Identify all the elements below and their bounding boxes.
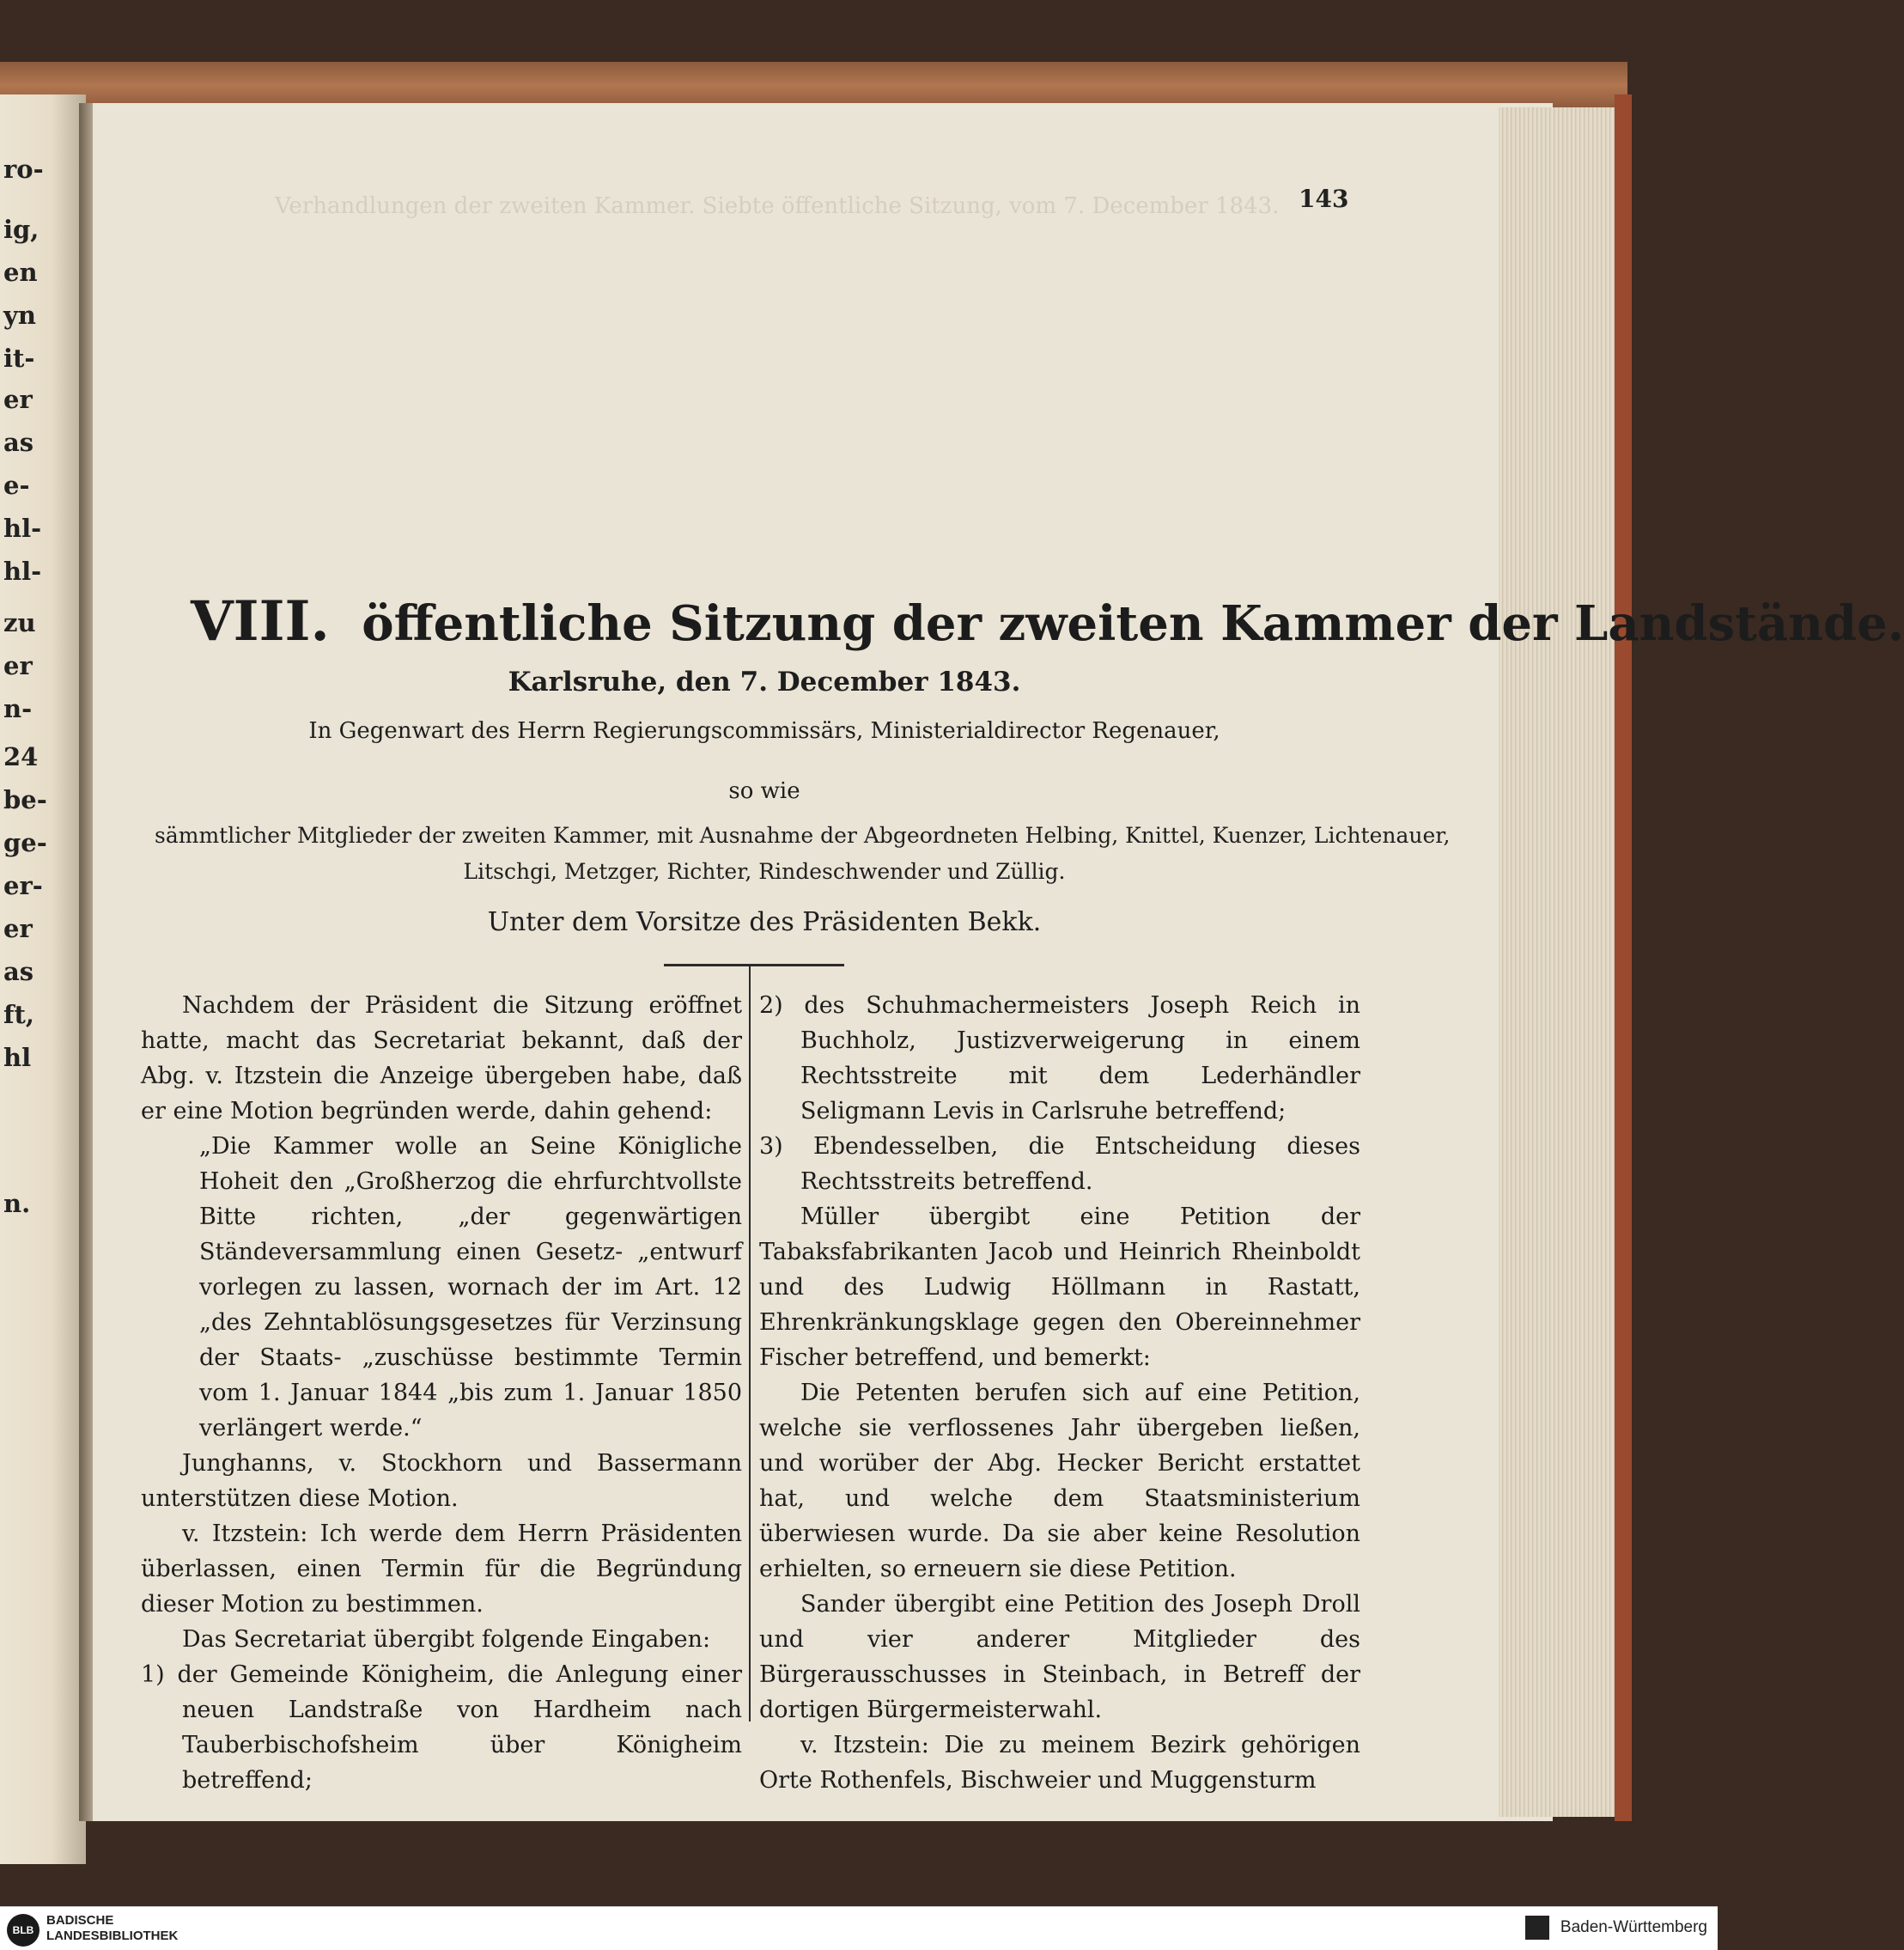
paragraph: Junghanns, v. Stockhorn und Bassermann unterstützen diese Motion. [141, 1450, 742, 1512]
left-page-fragment: ig, [3, 215, 40, 244]
state-logo-text: Baden-Württemberg [1560, 1918, 1707, 1937]
sowie-line: so wie [728, 778, 800, 804]
paragraph: Das Secretariat übergibt folgende Eingaben: [182, 1626, 711, 1653]
left-page-fragment: it- [3, 344, 35, 373]
page-number: 143 [1299, 185, 1349, 213]
left-page-fragment: hl- [3, 514, 42, 543]
section-divider [664, 964, 844, 966]
left-page-fragment: er [3, 914, 33, 943]
left-page-fragment: ro- [3, 155, 44, 184]
library-name-line-1: BADISCHE [46, 1913, 114, 1928]
left-page-fragment: e- [3, 471, 30, 500]
paragraph: Die Petenten berufen sich auf eine Petition, welche sie verflossenes Jahr übergeben ließen, und worüber der Abg. Hecker Bericht erstattet hat, und welche dem Staatsministerium überwiesen wurde. Da sie aber keine Resolution erhielten, so erneuern sie diese Petition. [759, 1380, 1360, 1582]
library-name-line-2: LANDESBIBLIOTHEK [46, 1929, 179, 1943]
library-logo[interactable]: BLB [7, 1914, 40, 1947]
paragraph: v. Itzstein: Die zu meinem Bezirk gehörigen Orte Rothenfels, Bischweier und Muggensturm [759, 1732, 1360, 1794]
date-line: Karlsruhe, den 7. December 1843. [508, 667, 1021, 698]
left-page-fragment: hl [3, 1043, 32, 1072]
session-title: öffentliche Sitzung der zweiten Kammer der Landstände. [362, 595, 1904, 652]
bleed-through-text: Verhandlungen der zweiten Kammer. Siebte öffentliche Sitzung, vom 7. December 1843. [275, 193, 1280, 219]
presence-line: In Gegenwart des Herrn Regierungscommissärs, Ministerialdirector Regenauer, [308, 718, 1220, 744]
footer-bar [0, 1906, 1718, 1950]
motion-quote: „Die Kammer wolle an Seine Königliche Hoheit den „Großherzog die ehrfurchtvollste Bitte richten, „der gegenwärtigen Ständeversammlung einen Gesetz- „entwurf vorlegen zu lassen, wornach der im Art. 12 „des Zehntablösungsgesetzes für Verzinsung der Staats- „zuschüsse bestimmte Termin vom 1. Januar 1844 „bis zum 1. Januar 1850 verlängert werde.“ [199, 1133, 742, 1441]
library-name[interactable] [46, 1913, 178, 1944]
session-numeral: VIII. [191, 589, 330, 654]
left-page-fragment: zu [3, 608, 36, 637]
left-page-fragment: 24 [3, 742, 39, 771]
list-item: 2) des Schuhmachermeisters Joseph Reich in Buchholz, Justizverweigerung in einem Rechtsstreite mit dem Lederhändler Seligmann Levis in Carlsruhe betreffend; [759, 992, 1360, 1124]
left-page-fragment: en [3, 258, 38, 287]
page-title [191, 589, 1904, 654]
book-cover-edge [1615, 94, 1632, 1821]
chair-line: Unter dem Vorsitze des Präsidenten Bekk. [487, 907, 1042, 937]
left-page-fragment: er [3, 385, 33, 414]
left-page-fragment: n. [3, 1189, 31, 1218]
left-page-fragment: hl- [3, 557, 42, 586]
state-logo[interactable] [1525, 1916, 1707, 1940]
column-rule [749, 964, 751, 1721]
members-line-1: sämmtlicher Mitglieder der zweiten Kammer, mit Ausnahme der Abgeordneten Helbing, Knittel, Kuenzer, Lichtenauer, [155, 823, 1451, 848]
paragraph: Sander übergibt eine Petition des Joseph Droll und vier anderer Mitglieder des Bürgerausschusses in Steinbach, in Betreff der dortigen Bürgermeisterwahl. [759, 1591, 1360, 1723]
coat-of-arms-icon [1525, 1916, 1549, 1940]
list-item: 1) der Gemeinde Königheim, die Anlegung einer neuen Landstraße von Hardheim nach Tauberbischofsheim über Königheim betreffend; [141, 1661, 742, 1794]
left-page-fragment: be- [3, 785, 47, 814]
paragraph: Müller übergibt eine Petition der Tabaksfabrikanten Jacob und Heinrich Rheinboldt und des Ludwig Höllmann in Rastatt, Ehrenkränkungsklage gegen den Obereinnehmer Fischer betreffend, und bemerkt: [759, 1204, 1360, 1371]
left-column [141, 988, 742, 1798]
left-page-fragment: n- [3, 694, 33, 723]
paragraph: Nachdem der Präsident die Sitzung eröffnet hatte, macht das Secretariat bekannt, daß der Abg. v. Itzstein die Anzeige übergeben habe, daß er eine Motion begründen werde, dahin gehend: [141, 992, 742, 1124]
left-page-fragment: yn [3, 301, 36, 330]
paragraph: v. Itzstein: Ich werde dem Herrn Präsidenten überlassen, einen Termin für die Begründung dieser Motion zu bestimmen. [141, 1520, 742, 1618]
left-page-fragment: as [3, 428, 34, 457]
left-page-fragment: er- [3, 871, 43, 900]
left-page [0, 94, 86, 1864]
right-column [759, 988, 1360, 1798]
left-page-fragment: ge- [3, 828, 47, 857]
page-edges [1499, 107, 1627, 1817]
left-page-fragment: as [3, 957, 34, 986]
left-page-fragment: ft, [3, 1000, 34, 1029]
left-page-fragment: er [3, 651, 33, 680]
list-item: 3) Ebendesselben, die Entscheidung dieses Rechtsstreits betreffend. [759, 1133, 1360, 1195]
members-line-2: Litschgi, Metzger, Richter, Rindeschwender und Züllig. [463, 859, 1066, 884]
